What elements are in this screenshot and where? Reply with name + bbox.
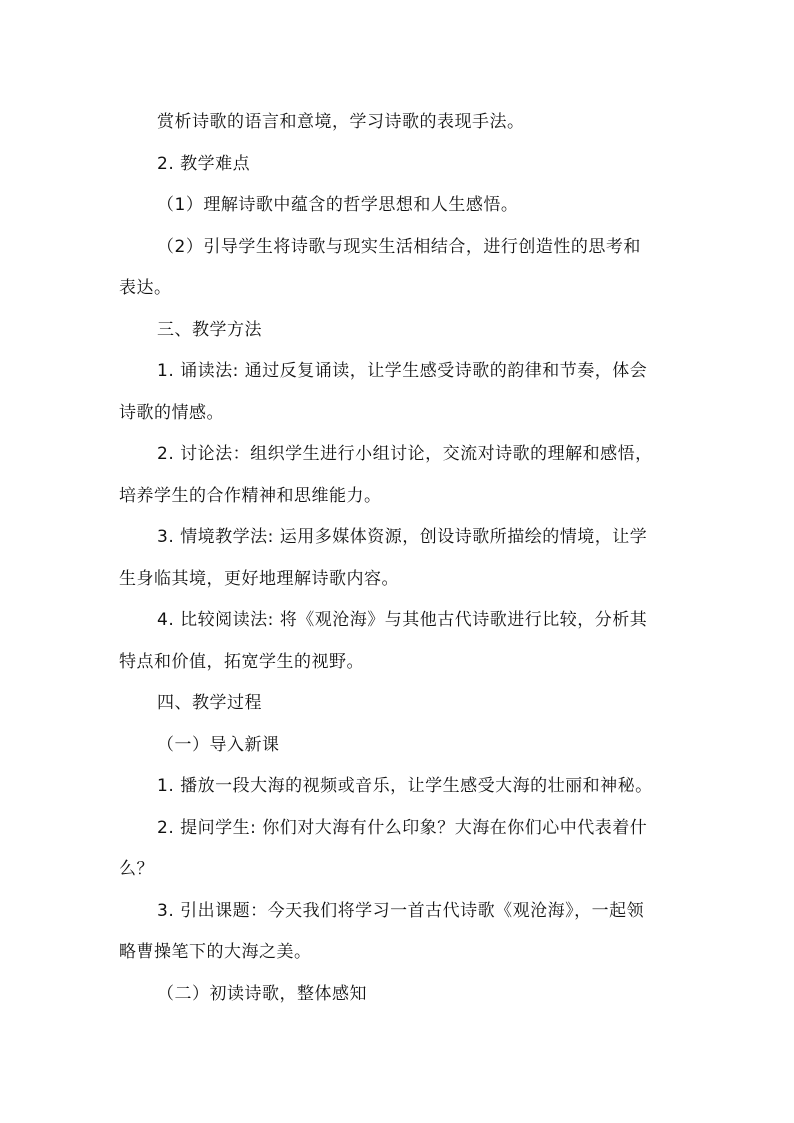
text-line: 2. 提问学生: 你们对大海有什么印象？大海在你们心中代表着什 bbox=[157, 817, 648, 838]
section-heading: 2. 教学难点 bbox=[157, 153, 251, 174]
text-line: 赏析诗歌的语言和意境，学习诗歌的表现手法。 bbox=[157, 112, 525, 132]
text-line: 3. 情境教学法: 运用多媒体资源，创设诗歌所描绘的情境，让学 bbox=[157, 527, 648, 547]
section-heading: 四、教学过程 bbox=[157, 693, 262, 713]
text-line: 么？ bbox=[119, 859, 154, 879]
text-line: 2. 讨论法：组织学生进行小组讨论，交流对诗歌的理解和感悟， bbox=[157, 444, 653, 464]
document-body bbox=[119, 102, 679, 1015]
text-line: 生身临其境，更好地理解诗歌内容。 bbox=[119, 568, 399, 589]
text-line: 1. 诵读法: 通过反复诵读，让学生感受诗歌的韵律和节奏，体会 bbox=[157, 361, 648, 381]
subsection-heading: （二）初读诗歌，整体感知 bbox=[157, 983, 367, 1004]
text-line: 表达。 bbox=[119, 278, 172, 298]
text-line: 特点和价值，拓宽学生的视野。 bbox=[119, 651, 364, 672]
text-line: （1）理解诗歌中蕴含的哲学思想和人生感悟。 bbox=[157, 195, 519, 215]
subsection-heading: （一）导入新课 bbox=[157, 734, 280, 755]
text-line: 4. 比较阅读法: 将《观沧海》与其他古代诗歌进行比较，分析其 bbox=[157, 610, 648, 630]
section-heading: 三、教学方法 bbox=[157, 319, 262, 340]
text-line: 略曹操笔下的大海之美。 bbox=[119, 942, 312, 962]
text-line: （2）引导学生将诗歌与现实生活相结合，进行创造性的思考和 bbox=[157, 236, 641, 257]
text-line: 诗歌的情感。 bbox=[119, 402, 224, 423]
text-line: 培养学生的合作精神和思维能力。 bbox=[119, 485, 382, 506]
text-line: 1. 播放一段大海的视频或音乐，让学生感受大海的壮丽和神秘。 bbox=[157, 776, 653, 796]
text-line: 3. 引出课题：今天我们将学习一首古代诗歌《观沧海》，一起领 bbox=[157, 900, 645, 921]
